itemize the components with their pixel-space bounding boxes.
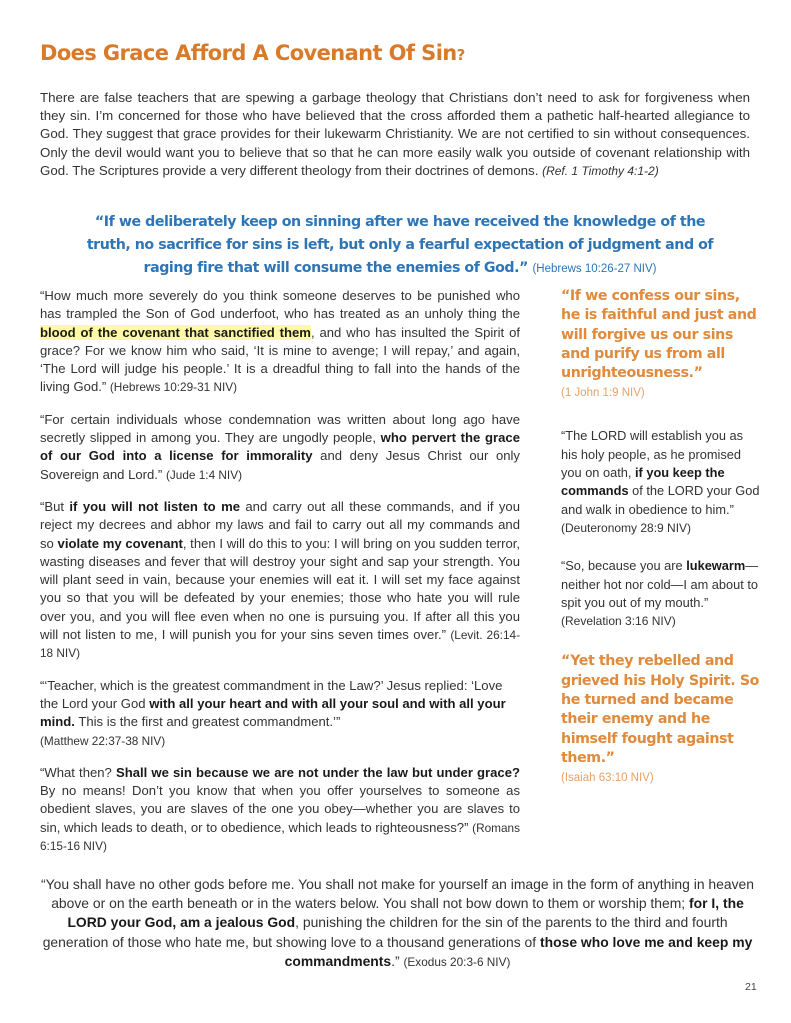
bold-phrase: if you keep the commands: [561, 465, 725, 499]
verse-text: “The LORD will establish you as his holy people, as he promised you on oath,: [561, 428, 744, 481]
verse-text: “But: [40, 498, 70, 514]
left-column: [40, 287, 520, 869]
orange-quote-1-john: “If we confess our sins, he is faithful and just and will forgive us our sins and purify us from all unrighteousness.”: [561, 288, 757, 382]
verse-text: “How much more severely do you think someone deserves to be punished who has trampled the Son of God underfoot, who has treated as an unholy thing the: [40, 288, 520, 322]
intro-text: There are false teachers that are spewing a garbage theology that Christians don’t need to ask for forgiveness when they sin. I’m concerned for those who have believed that the cross afforded them a pathetic half-hearted allegiance to God. They suggest that grace provides for their lukewarm Christianity. We are not certified to sin without consequences. Only the devil would want you to believe that so that he can more easily walk you outside of covenant relationship with God. The Scriptures provide a very different theology from their doctrines of demons.: [40, 90, 750, 178]
verse-text: , and who has insulted the Spirit of grace? For we know him who said, ‘It is mine to avenge; I will repay,’ and again, ‘The Lord will judge his people.’ It is a dreadful thing to fall into the hands of the living God.”: [40, 324, 520, 395]
verse-reference: (Romans 6:15-16 NIV): [40, 820, 520, 854]
pull-quote-text: “If we deliberately keep on sinning after we have received the knowledge of the truth, no sacrifice for sins is left, but only a fearful expectation of judgment and of raging fire that will consume the enemies of God.”: [86, 214, 714, 276]
verse-text: “So, because you are: [561, 558, 687, 574]
right-sidebar-column: [561, 287, 761, 786]
page-number: 21: [745, 981, 757, 993]
verse-reference: (Exodus 20:3-6 NIV): [403, 954, 511, 969]
verse-reference: (Levit. 26:14-18 NIV): [40, 628, 520, 661]
bold-phrase: Shall we sin because we are not under the law but under grace?: [115, 764, 520, 780]
verse-reference: (Revelation 3:16 NIV): [561, 614, 676, 629]
exodus-quote: [40, 875, 755, 972]
intro-reference: (Ref. 1 Timothy 4:1-2): [542, 163, 659, 178]
verse-jude-1-4: [40, 411, 520, 484]
verse-text: “What then?: [40, 764, 116, 780]
verse-text: , punishing the children for the sin of the parents to the third and fourth generation of those who hate me, but showing love to a thousand generations of: [42, 914, 728, 950]
verse-text: .”: [391, 952, 404, 969]
verse-text: By no means! Don’t you know that when you offer yourselves to someone as obedient slaves, you are slaves of the one you obey—whether you are slaves to sin, which leads to death, or to obedience, which leads to righteousness?”: [40, 783, 520, 835]
verse-text: “For certain individuals whose condemnation was written about long ago have secretly slipped in among you. They are ungodly people,: [40, 411, 520, 446]
page-title: [40, 41, 465, 65]
orange-quote-reference: (1 John 1:9 NIV): [561, 387, 645, 400]
verse-text: “‘Teacher, which is the greatest commandment in the Law?’ Jesus replied: ‘Love the Lord your God: [40, 677, 503, 711]
verse-reference: (Jude 1:4 NIV): [165, 467, 242, 482]
verse-text: This is the first and greatest commandment.’”: [74, 714, 341, 730]
verse-leviticus-26-14: [40, 498, 520, 663]
verse-text: and deny Jesus Christ our only Sovereign and Lord.”: [40, 448, 520, 482]
verse-text: of the LORD your God and walk in obedience to him.”: [561, 483, 760, 517]
bold-phrase: for I, the LORD your God, am a jealous God: [67, 895, 744, 931]
hebrews-pull-quote: [80, 211, 720, 281]
title-text: Does Grace Afford A Covenant Of Sin: [40, 41, 457, 65]
bold-phrase: who pervert the grace of our God into a license for immorality: [40, 430, 520, 464]
pull-quote-reference: (Hebrews 10:26-27 NIV): [532, 263, 657, 275]
verse-reference: (Hebrews 10:29-31 NIV): [109, 380, 238, 395]
highlighted-phrase: blood of the covenant that sanctified them: [40, 324, 311, 340]
verse-text: “You shall have no other gods before me. You shall not make for yourself an image in the form of anything in heaven above or on the earth beneath or in the waters below. You shall not bow down to them or worship them;: [41, 876, 754, 912]
bold-phrase: those who love me and keep my commandments: [284, 933, 753, 969]
verse-revelation-3-16: [561, 557, 761, 630]
orange-quote-reference: (Isaiah 63:10 NIV): [561, 772, 654, 785]
bold-phrase: violate my covenant: [57, 535, 183, 551]
bold-phrase: if you will not listen to me: [69, 498, 240, 514]
verse-hebrews-10-29: [40, 287, 520, 397]
verse-reference: (Deuteronomy 28:9 NIV): [561, 520, 692, 535]
title-question-mark: ?: [456, 46, 465, 64]
intro-paragraph: [40, 89, 750, 180]
verse-text: —neither hot nor cold—I am about to spit you out of my mouth.”: [561, 558, 759, 610]
verse-matthew-22-37: [40, 677, 520, 750]
verse-reference: (Matthew 22:37-38 NIV): [40, 733, 166, 748]
bold-phrase: with all your heart and with all your soul and with all your mind.: [40, 695, 506, 730]
orange-quote-isaiah: “Yet they rebelled and grieved his Holy Spirit. So he turned and became their enemy and he himself fought against them.”: [561, 653, 759, 766]
verse-text: , then I will do this to you: I will bring on you sudden terror, wasting diseases and fever that will destroy your sight and sap your strength. You will plant seed in vain, because your enemies will eat it. I will set my face against you so that you will be defeated by your enemies; those who hate you will rule over you, and you will flee even when no one is pursuing you. If after all this you will not listen to me, I will punish you for your sins seven times over.”: [40, 535, 521, 643]
verse-romans-6-15: [40, 764, 520, 855]
verse-text: and carry out all these commands, and if you reject my decrees and abhor my laws and fail to carry out all my commands and so: [40, 498, 520, 551]
verse-deuteronomy-28-9: [561, 427, 761, 537]
bold-phrase: lukewarm: [686, 558, 746, 574]
